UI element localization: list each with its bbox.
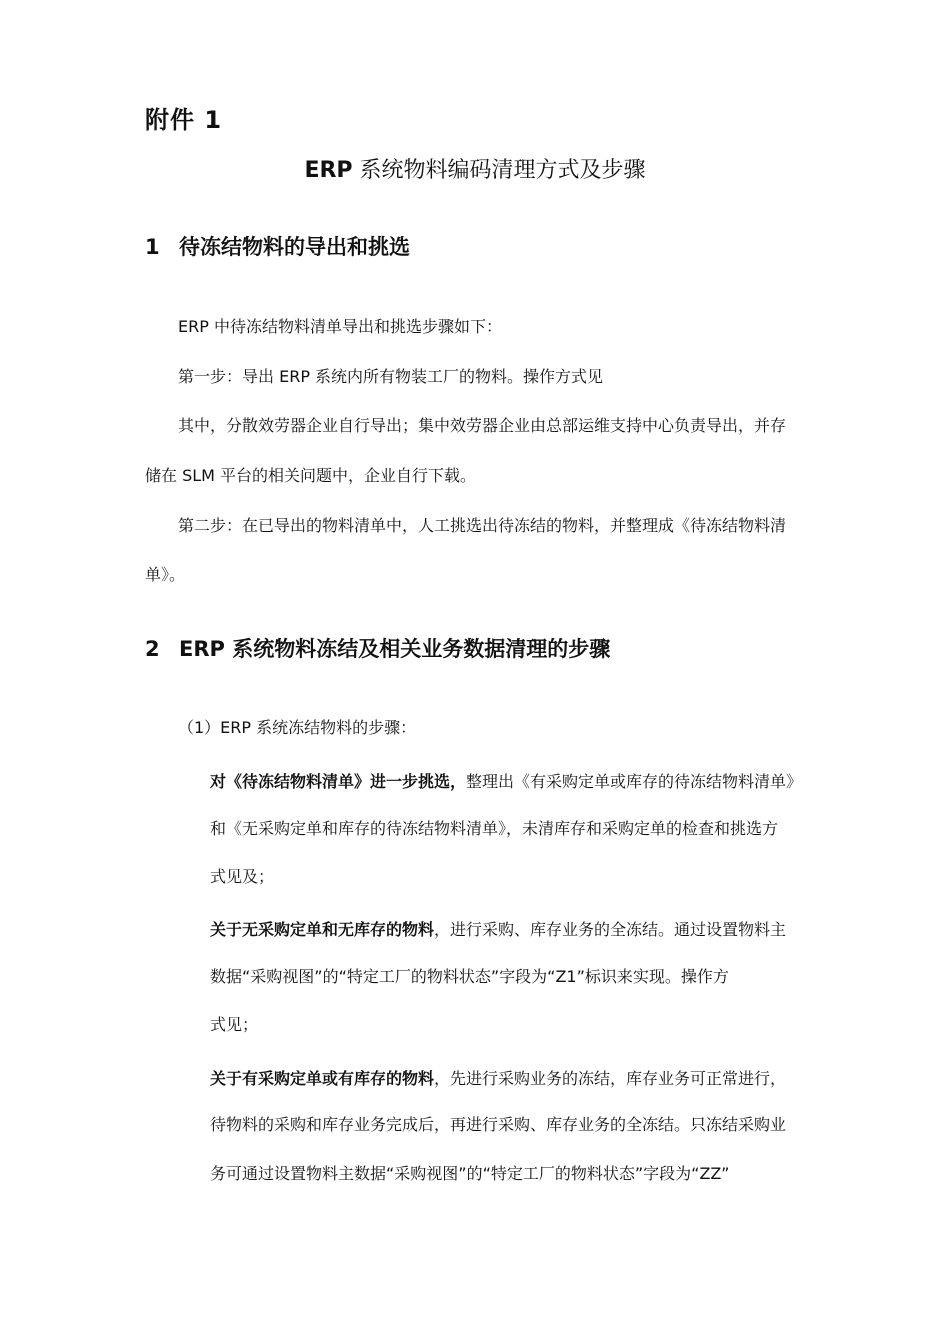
section-2-title: ERP 系统物料冻结及相关业务数据清理的步骤 [179, 637, 611, 661]
section-1-note-line-1: 其中，分散效劳器企业自行导出；集中效劳器企业由总部运维支持中心负责导出，并存 [178, 416, 787, 435]
item-2-line-2: 数据“采购视图”的“特定工厂的物料状态”字段为“Z1”标识来实现。操作方 [210, 967, 729, 986]
item-3-line-3: 务可通过设置物料主数据“采购视图”的“特定工厂的物料状态”字段为“ZZ” [210, 1164, 730, 1183]
section-1-number: 1 [145, 235, 160, 259]
section-1-step-1: 第一步：导出 ERP 系统内所有物装工厂的物料。操作方式见 [178, 367, 604, 386]
section-2-number: 2 [145, 637, 160, 661]
document-title [0, 153, 950, 184]
item-3-line-1-rest: ，先进行采购业务的冻结，库存业务可正常进行， [434, 1069, 787, 1088]
document-title-erp: ERP [304, 158, 353, 183]
section-1-note-line-2: 储在 SLM 平台的相关问题中，企业自行下载。 [145, 466, 477, 485]
item-1-line-2: 和《无采购定单和库存的待冻结物料清单》，未清库存和采购定单的检查和挑选方 [210, 819, 779, 838]
item-1-line-1-rest: 整理出《有采购定单或库存的待冻结物料清单》 [466, 772, 803, 791]
item-1-bold: 对《待冻结物料清单》进一步挑选， [210, 772, 467, 791]
item-3-line-1 [210, 1068, 786, 1090]
section-1-title: 待冻结物料的导出和挑选 [179, 235, 410, 259]
item-3-line-2: 待物料的采购和库存业务完成后，再进行采购、库存业务的全冻结。只冻结采购业 [210, 1115, 787, 1134]
item-2-line-3: 式见； [210, 1015, 259, 1034]
section-2-sub-1: （1）ERP 系统冻结物料的步骤： [178, 718, 417, 737]
item-1-line-1 [210, 771, 802, 793]
item-2-line-1 [210, 919, 786, 941]
section-1-step-2-line-1: 第二步：在已导出的物料清单中，人工挑选出待冻结的物料，并整理成《待冻结物料清 [178, 516, 787, 535]
section-1-heading [145, 231, 410, 261]
item-3-bold: 关于有采购定单或有库存的物料 [210, 1069, 435, 1088]
section-1-intro: ERP 中待冻结物料清单导出和挑选步骤如下： [178, 317, 502, 336]
section-1-step-2-line-2: 单》。 [145, 565, 186, 584]
item-1-line-3: 式见及； [210, 867, 275, 886]
section-2-heading [145, 633, 610, 663]
item-2-bold: 关于无采购定单和无库存的物料 [210, 920, 435, 939]
item-2-line-1-rest: ，进行采购、库存业务的全冻结。通过设置物料主 [434, 920, 787, 939]
annex-label: 附件 1 [145, 106, 223, 134]
document-title-rest: 系统物料编码清理方式及步骤 [352, 158, 646, 183]
